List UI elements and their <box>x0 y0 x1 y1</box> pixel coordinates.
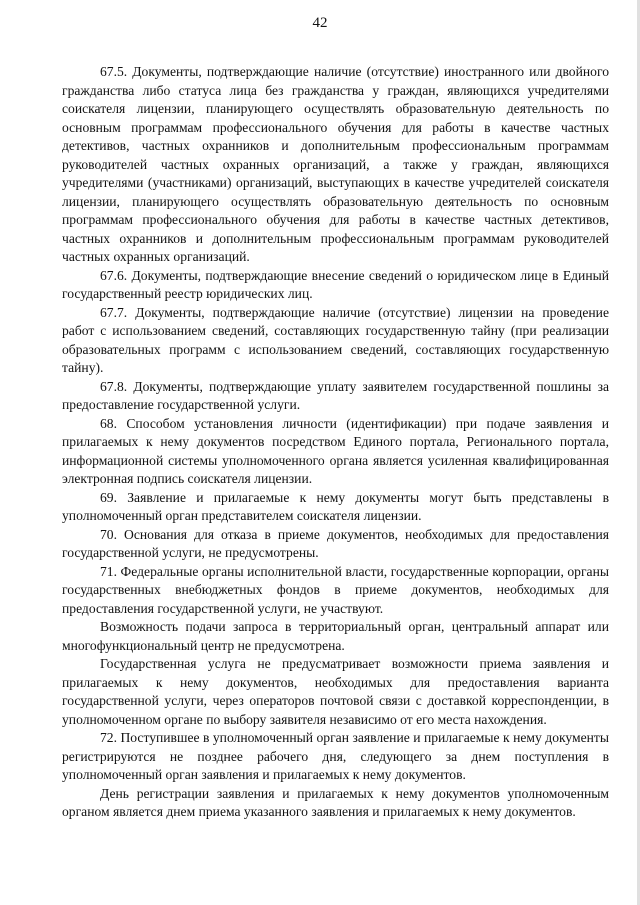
paragraph-67-5: 67.5. Документы, подтверждающие наличие (отсутствие) иностранного или двойного гражданства либо статуса лица без гражданства у граждан, являющихся учредителями соискателя лицензии, планирующего осуществлять образовательную деятельность по основным программам профессионального обучения для работы в качестве частных детективов, частных охранников и дополнительным профессиональным программам руководителей частных охранных организаций, а также у граждан, являющихся учредителями (участниками) организаций, выступающих в качестве учредителей соискателя лицензии, планирующего осуществлять образовательную деятельность по основным программам профессионального обучения для работы в качестве частных детективов, частных охранников и дополнительным профессиональным программам руководителей частных охранных организаций. <box>62 64 609 264</box>
paragraph-71-submission: Возможность подачи запроса в территориальный орган, центральный аппарат или многофункциональный центр не предусмотрена. <box>62 619 609 653</box>
paragraph-67-6: 67.6. Документы, подтверждающие внесение сведений о юридическом лице в Единый государственный реестр юридических лиц. <box>62 267 609 301</box>
paragraph-71: 71. Федеральные органы исполнительной власти, государственные корпорации, органы государственных внебюджетных фондов в приеме документов, необходимых для предоставления государственной услуги, не участвуют. <box>62 563 609 616</box>
paragraph-72: 72. Поступившее в уполномоченный орган заявление и прилагаемые к нему документы регистрируются не позднее рабочего дня, следующего за днем поступления в уполномоченный орган заявления и прилагаемых к нему документов. <box>62 730 609 782</box>
paragraph-69: 69. Заявление и прилагаемые к нему документы могут быть представлены в уполномоченный орган представителем соискателя лицензии. <box>62 489 609 523</box>
paragraph-67-8: 67.8. Документы, подтверждающие уплату заявителем государственной пошлины за предоставление государственной услуги. <box>62 378 609 412</box>
paragraph-67-7: 67.7. Документы, подтверждающие наличие (отсутствие) лицензии на проведение работ с использованием сведений, составляющих государственную тайну (при реализации образовательных программ с использованием сведений, составляющих государственную тайну). <box>62 304 609 375</box>
paragraph-71-postal: Государственная услуга не предусматривает возможности приема заявления и прилагаемых к нему документов, необходимых для предоставления варианта государственной услуги, через операторов почтовой связи с доставкой корреспонденции, в уполномоченном органе по выбору заявителя независимо от его места нахождения. <box>62 656 609 727</box>
paragraph-72-registration-day: День регистрации заявления и прилагаемых к нему документов уполномоченным органом является днем приема указанного заявления и прилагаемых к нему документов. <box>62 785 609 819</box>
paragraph-70: 70. Основания для отказа в приеме документов, необходимых для предоставления государственной услуги, не предусмотрены. <box>62 526 609 560</box>
page-number: 42 <box>312 15 328 31</box>
document-body <box>62 63 609 822</box>
paragraph-68: 68. Способом установления личности (идентификации) при подаче заявления и прилагаемых к нему документов посредством Единого портала, Регионального портала, информационной системы уполномоченного органа является усиленная квалифицированная электронная подпись соискателя лицензии. <box>62 415 609 486</box>
